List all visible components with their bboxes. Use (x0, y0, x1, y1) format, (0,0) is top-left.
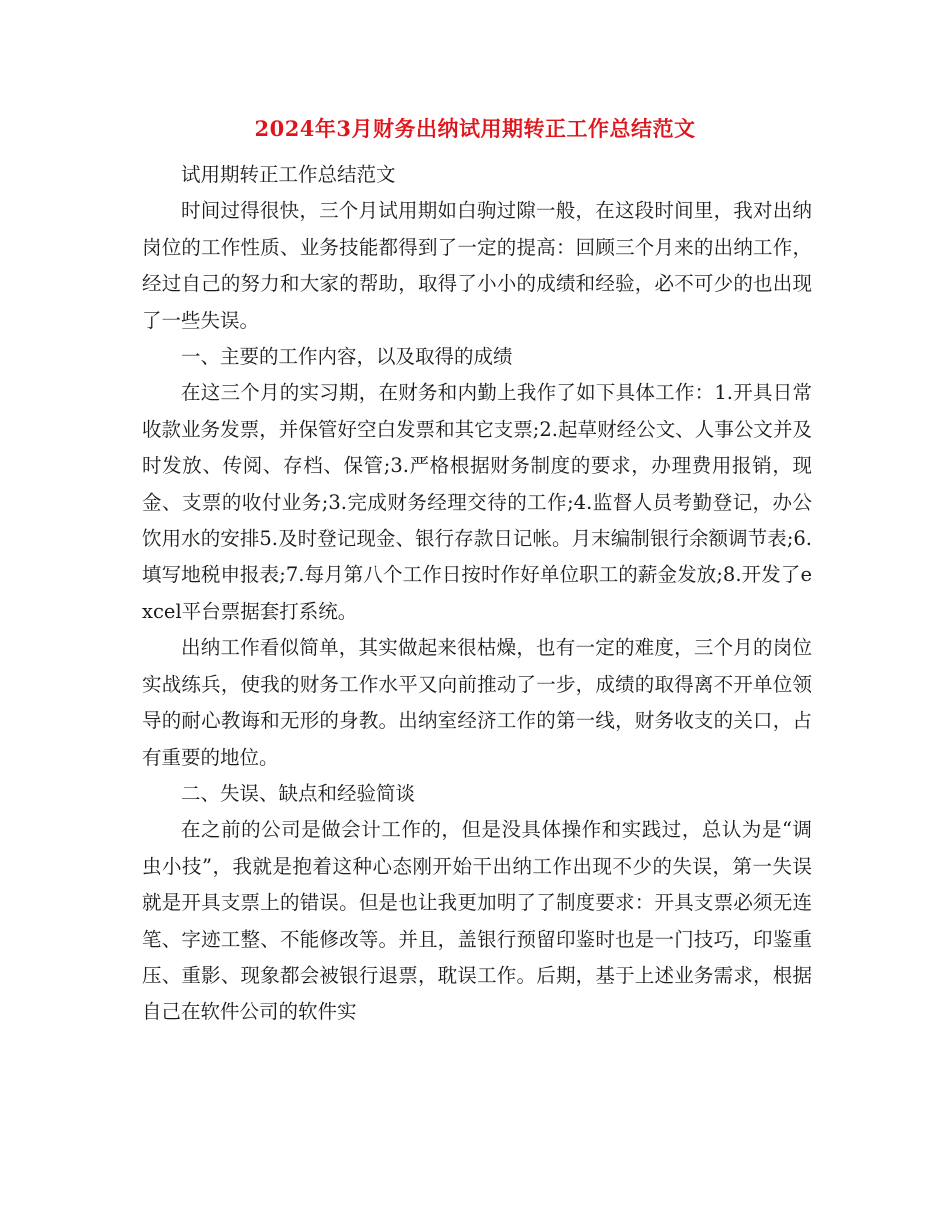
document-body (142, 157, 812, 1031)
subtitle-paragraph: 试用期转正工作总结范文 (181, 163, 396, 186)
section-heading-1: 一、主要的工作内容，以及取得的成绩 (181, 345, 513, 369)
work-content-paragraph: 在这三个月的实习期，在财务和内勤上我作了如下具体工作：1.开具日常收款业务发票，并保管好空白发票和其它支票;2.起草财经公文、人事公文并及时发放、传阅、存档、保管;3.严格根据财务制度的要求，办理费用报销，现金、支票的收付业务;3.完成财务经理交待的工作;4.监督人员考勤登记，办公饮用水的安排5.及时登记现金、银行存款日记帐。月末编制银行余额调节表;6.填写地税申报表;7.每月第八个工作日按时作好单位职工的薪金发放;8.开发了excel平台票据套打系统。 (142, 381, 812, 623)
mistakes-paragraph: 在之前的公司是做会计工作的，但是没具体操作和实践过，总认为是“调虫小技”，我就是抱着这种心态刚开始干出纳工作出现不少的失误，第一失误就是开具支票上的错误。但是也让我更加明了了制度要求：开具支票必须无连笔、字迹工整、不能修改等。并且，盖银行预留印鉴时也是一门技巧，印鉴重压、重影、现象都会被银行退票，耽误工作。后期，基于上述业务需求，根据自己在软件公司的软件实 (142, 818, 812, 1024)
section-heading-2: 二、失误、缺点和经验简谈 (181, 781, 416, 805)
achievement-paragraph: 出纳工作看似简单，其实做起来很枯燥，也有一定的难度，三个月的岗位实战练兵，使我的财务工作水平又向前推动了一步，成绩的取得离不开单位领导的耐心教诲和无形的身教。出纳室经济工作的第一线，财务收支的关口，占有重要的地位。 (142, 636, 812, 769)
document-title: 2024年3月财务出纳试用期转正工作总结范文 (254, 116, 696, 141)
intro-paragraph: 时间过得很快，三个月试用期如白驹过隙一般，在这段时间里，我对出纳岗位的工作性质、业务技能都得到了一定的提高：回顾三个月来的出纳工作，经过自己的努力和大家的帮助，取得了小小的成绩和经验，必不可少的也出现了一些失误。 (142, 199, 812, 332)
